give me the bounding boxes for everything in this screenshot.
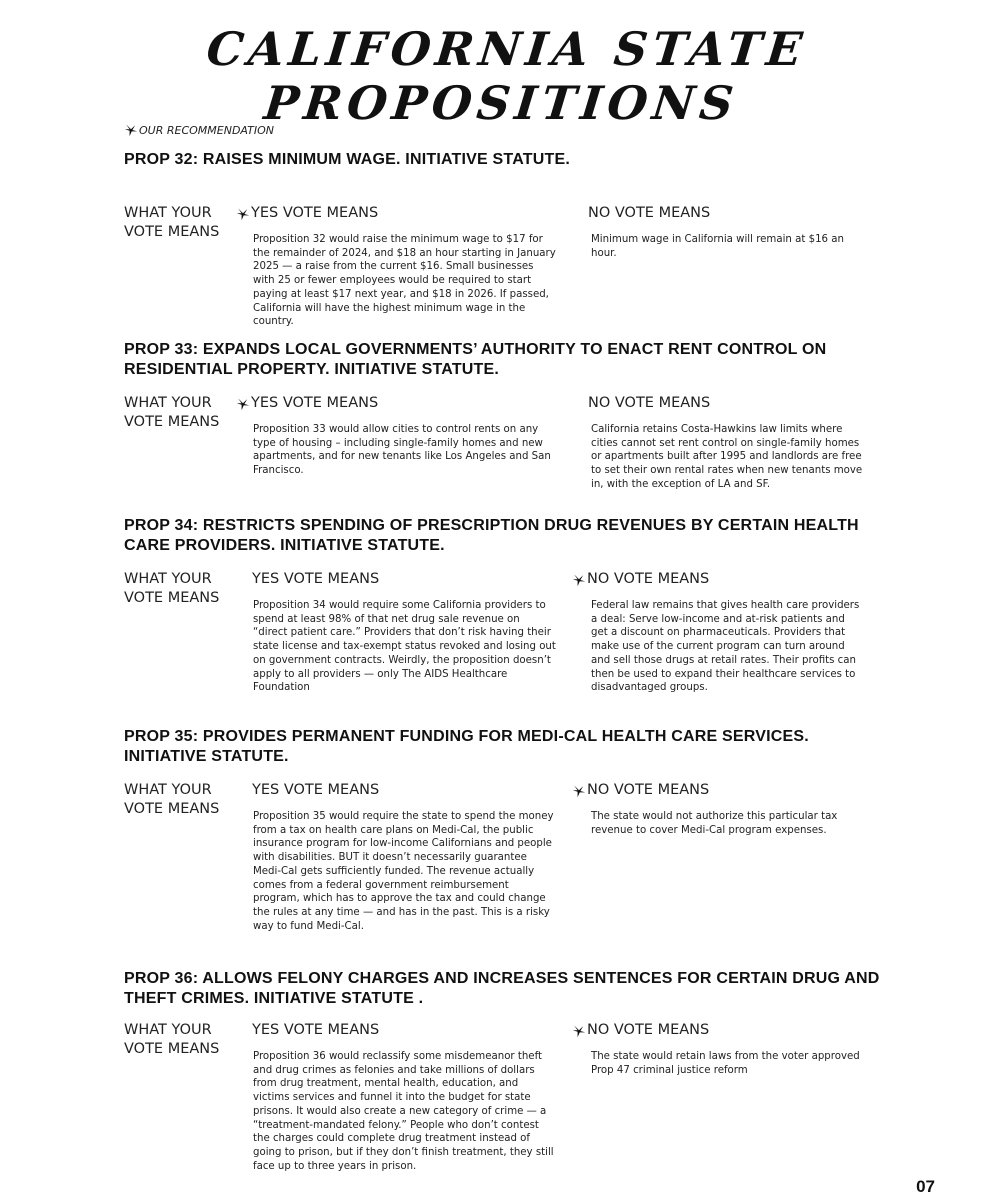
no-heading — [573, 570, 863, 589]
prop-34-section — [124, 516, 884, 694]
no-column — [573, 204, 863, 260]
yes-description: Proposition 33 would allow cities to control rents on any type of housing – including single-family homes and new apartments, and for new tenants like Los Angeles and San Francisco. — [253, 424, 551, 477]
page-title: CALIFORNIA STATE PROPOSITIONS — [204, 22, 810, 130]
what-your-vote-means-label: WHAT YOUR VOTE MEANS — [124, 395, 220, 430]
no-heading-label: NO VOTE MEANS — [587, 1022, 710, 1038]
no-heading-label: NO VOTE MEANS — [588, 395, 711, 411]
yes-heading — [237, 570, 557, 589]
yes-description: Proposition 34 would require some California providers to spend at least 98% of that net drug sale revenue on “direct patient care.” Providers that don’t risk having their state license and tax-exempt status revoked and losing out on government contracts. Weirdly, the proposition doesn’t apply to all providers — only The AIDS Healthcare Foundation — [253, 600, 556, 694]
yes-heading-label: YES VOTE MEANS — [251, 395, 379, 411]
recommendation-star-icon — [236, 207, 250, 221]
recommendation-star-icon — [572, 784, 586, 798]
prop-title: PROP 32: RAISES MINIMUM WAGE. INITIATIVE STATUTE. — [124, 151, 570, 168]
what-your-vote-means-label: WHAT YOUR VOTE MEANS — [124, 1022, 220, 1057]
prop-36-section — [124, 969, 884, 1172]
no-heading-label: NO VOTE MEANS — [587, 782, 710, 798]
no-heading-label: NO VOTE MEANS — [587, 571, 710, 587]
prop-title: PROP 36: ALLOWS FELONY CHARGES AND INCREASES SENTENCES FOR CERTAIN DRUG AND THEFT CRIMES. INITIATIVE STATUTE . — [124, 970, 880, 1007]
yes-heading — [237, 394, 557, 413]
yes-column — [237, 394, 557, 478]
yes-heading-label: YES VOTE MEANS — [251, 205, 379, 221]
recommendation-star-icon — [572, 573, 586, 587]
what-your-vote-means-label: WHAT YOUR VOTE MEANS — [124, 571, 220, 606]
no-heading — [573, 204, 863, 223]
no-heading-label: NO VOTE MEANS — [588, 205, 711, 221]
what-your-vote-means-label: WHAT YOUR VOTE MEANS — [124, 782, 220, 817]
yes-heading — [237, 1021, 557, 1040]
yes-heading — [237, 781, 557, 800]
no-heading — [573, 781, 863, 800]
yes-column — [237, 570, 557, 695]
no-column — [573, 781, 863, 837]
yes-heading — [237, 204, 557, 223]
yes-column — [237, 781, 557, 933]
page-number: 07 — [916, 1177, 935, 1196]
prop-title: PROP 33: EXPANDS LOCAL GOVERNMENTS’ AUTHORITY TO ENACT RENT CONTROL ON RESIDENTIAL PROPERTY. INITIATIVE STATUTE. — [124, 341, 827, 378]
prop-title: PROP 35: PROVIDES PERMANENT FUNDING FOR MEDI-CAL HEALTH CARE SERVICES. INITIATIVE STATUTE. — [124, 728, 809, 765]
no-column — [573, 1021, 863, 1077]
no-description: California retains Costa-Hawkins law limits where cities cannot set rent control on single-family homes or apartments built after 1995 and landlords are free to set their own rental rates when new tenants move in, with the exception of LA and SF. — [591, 424, 863, 490]
no-description: The state would not authorize this particular tax revenue to cover Medi-Cal program expenses. — [591, 811, 838, 836]
recommendation-star-icon — [236, 397, 250, 411]
yes-description: Proposition 32 would raise the minimum wage to $17 for the remainder of 2024, and $18 an hour starting in January 2025 — a raise from the current $16. Small businesses with 25 or fewer employees would be required to start paying at least $17 next year, and $18 in 2026. If passed, California will have the highest minimum wage in the country. — [253, 234, 556, 328]
no-column — [573, 570, 863, 695]
yes-heading-label: YES VOTE MEANS — [252, 782, 380, 798]
yes-description: Proposition 35 would require the state to spend the money from a tax on health care plans on Medi-Cal, the public insurance program for low-income Californians and people with disabilities. BUT it doesn’t necessarily guarantee Medi-Cal gets sufficiently funded. The revenue actually comes from a federal government reimbursement program, which has to approve the tax and could change the rules at any time — and has in the past. This is a risky way to fund Medi-Cal. — [253, 811, 554, 932]
prop-title: PROP 34: RESTRICTS SPENDING OF PRESCRIPTION DRUG REVENUES BY CERTAIN HEALTH CARE PROVIDERS. INITIATIVE STATUTE. — [124, 517, 859, 554]
no-description: Minimum wage in California will remain at $16 an hour. — [591, 234, 844, 259]
recommendation-legend — [124, 123, 274, 137]
prop-33-section — [124, 340, 884, 490]
asterisk-star-icon — [124, 123, 138, 137]
no-description: The state would retain laws from the voter approved Prop 47 criminal justice reform — [591, 1051, 860, 1076]
prop-35-section — [124, 727, 884, 932]
yes-heading-label: YES VOTE MEANS — [252, 571, 380, 587]
no-column — [573, 394, 863, 492]
no-description: Federal law remains that gives health care providers a deal: Serve low-income and at-risk patients and get a discount on pharmaceuticals. Providers that make use of the current program can turn around and sell those drugs at retail rates. Their profits can then be used to expand their healthcare services to disadvantaged groups. — [591, 600, 860, 694]
legend-label: OUR RECOMMENDATION — [139, 123, 274, 137]
yes-heading-label: YES VOTE MEANS — [252, 1022, 380, 1038]
recommendation-star-icon — [572, 1024, 586, 1038]
no-heading — [573, 394, 863, 413]
no-heading — [573, 1021, 863, 1040]
prop-32-section — [124, 150, 884, 328]
yes-column — [237, 204, 557, 329]
what-your-vote-means-label: WHAT YOUR VOTE MEANS — [124, 205, 220, 240]
yes-column — [237, 1021, 557, 1173]
yes-description: Proposition 36 would reclassify some misdemeanor theft and drug crimes as felonies and take millions of dollars from drug treatment, mental health, education, and victims services and funnel it into the budget for state prisons. It would also create a new category of crime — a “treatment-mandated felony.” People who don’t contest the charges could complete drug treatment instead of going to prison, but if they don’t finish treatment, they still face up to three years in prison. — [253, 1051, 554, 1172]
